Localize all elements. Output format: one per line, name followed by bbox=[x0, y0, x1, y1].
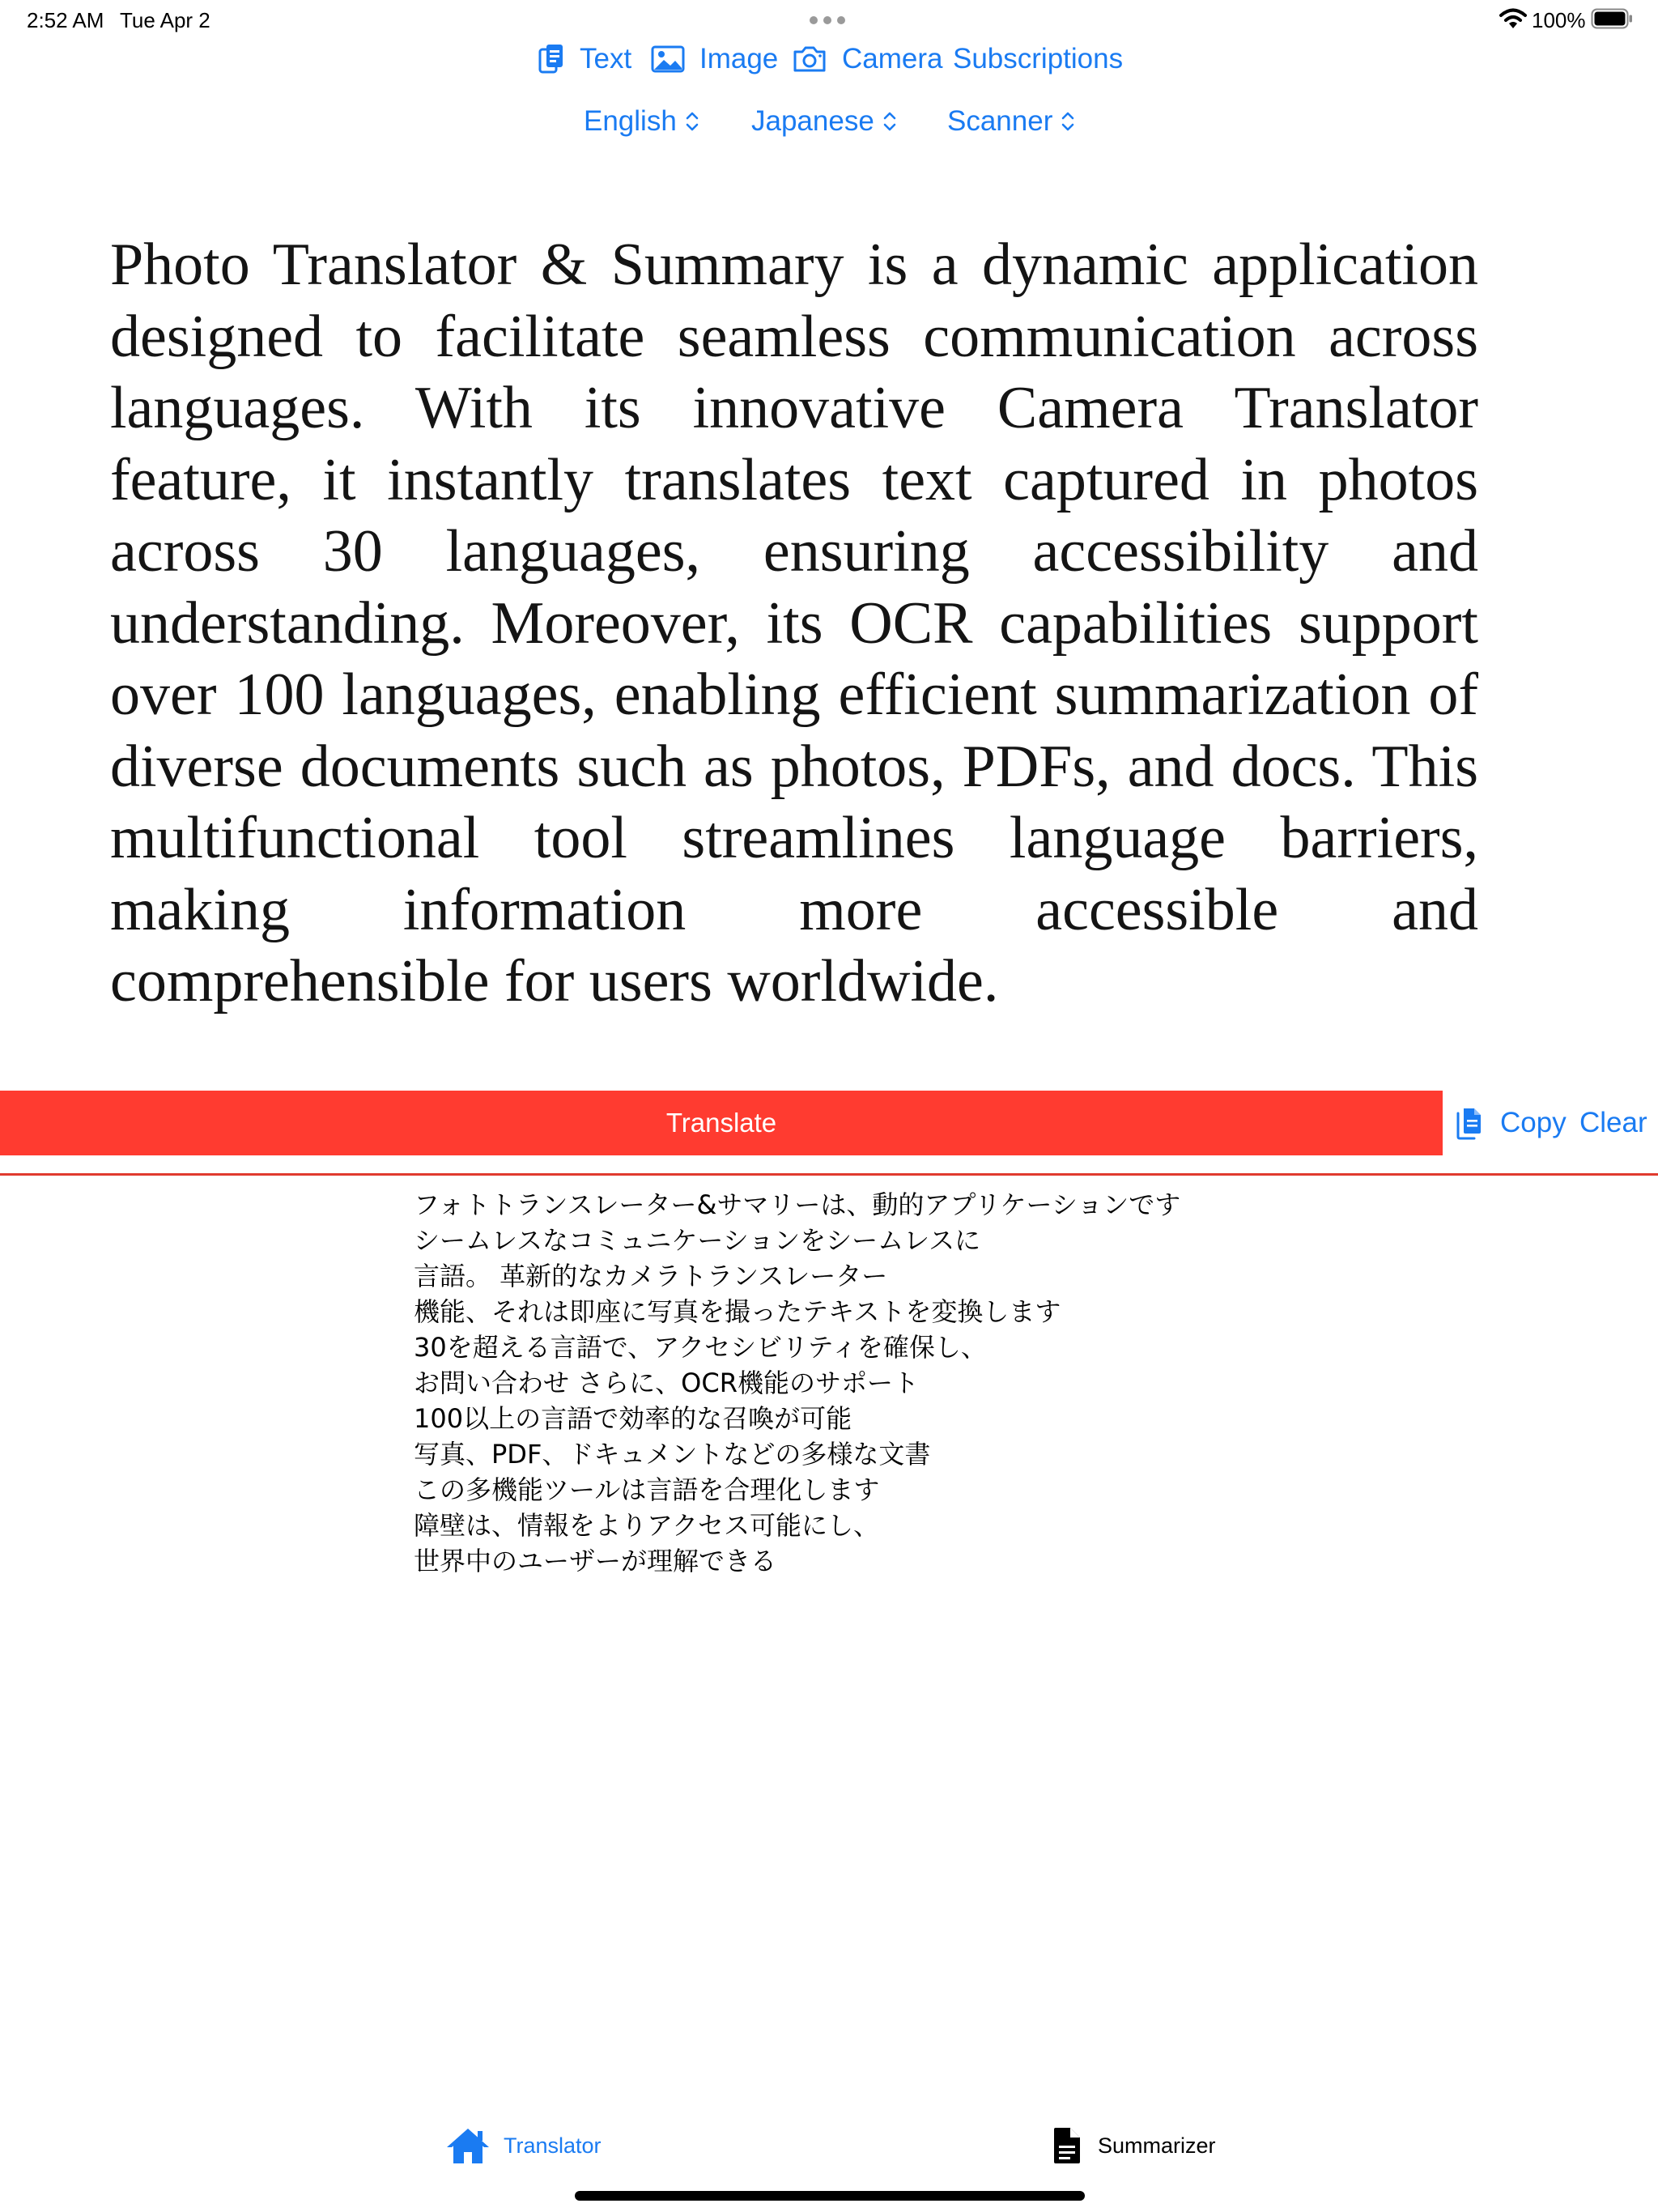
translation-line: 30を超える言語で、アクセシビリティを確保し、 bbox=[414, 1332, 987, 1363]
mode-label: Scanner bbox=[947, 105, 1053, 137]
translation-line: フォトトランスレーター&サマリーは、動的アプリケーションです bbox=[414, 1189, 1181, 1220]
mode-select[interactable] bbox=[947, 100, 1075, 143]
document-icon bbox=[1052, 2126, 1082, 2165]
status-time: 2:52 AM bbox=[27, 8, 104, 32]
text-input-label: Text bbox=[580, 43, 632, 74]
copy-label: Copy bbox=[1500, 1107, 1567, 1138]
target-language-select[interactable] bbox=[751, 100, 897, 143]
photo-icon bbox=[651, 45, 685, 73]
language-selector-row bbox=[0, 100, 1658, 143]
translation-line: 機能、それは即座に写真を撮ったテキストを変換します bbox=[414, 1296, 1061, 1327]
camera-input-button[interactable] bbox=[792, 39, 942, 79]
translation-line: シームレスなコミュニケーションをシームレスに bbox=[414, 1225, 981, 1256]
divider bbox=[0, 1173, 1658, 1176]
image-input-label: Image bbox=[699, 43, 779, 74]
subscriptions-label: Subscriptions bbox=[953, 43, 1124, 74]
copy-button[interactable] bbox=[1455, 1101, 1567, 1145]
image-input-button[interactable] bbox=[651, 39, 778, 79]
chevron-up-down-icon bbox=[882, 110, 897, 133]
translation-line: この多機能ツールは言語を合理化します bbox=[414, 1474, 880, 1505]
subscriptions-button[interactable] bbox=[953, 39, 1123, 79]
translation-line: 言語。 革新的なカメラトランスレーター bbox=[414, 1261, 888, 1291]
top-toolbar bbox=[0, 39, 1658, 79]
source-language-label: English bbox=[584, 105, 677, 137]
status-bar bbox=[0, 0, 1658, 39]
chevron-up-down-icon bbox=[685, 110, 699, 133]
tab-bar bbox=[0, 2105, 1658, 2186]
translation-line: 100以上の言語で効率的な召喚が可能 bbox=[414, 1403, 852, 1434]
translated-text-area[interactable] bbox=[414, 1187, 1180, 1579]
tab-translator[interactable] bbox=[445, 2105, 602, 2186]
tab-summarizer-label: Summarizer bbox=[1098, 2133, 1216, 2158]
battery-percent: 100% bbox=[1532, 8, 1586, 32]
tab-translator-label: Translator bbox=[504, 2133, 602, 2158]
target-language-label: Japanese bbox=[751, 105, 874, 137]
translation-line: 障壁は、情報をよりアクセス可能にし、 bbox=[414, 1510, 880, 1541]
clipboard-doc-icon bbox=[538, 42, 565, 76]
camera-icon bbox=[792, 45, 827, 73]
tab-summarizer[interactable] bbox=[1052, 2105, 1216, 2186]
home-indicator[interactable] bbox=[575, 2191, 1085, 2201]
translation-line: お問い合わせ さらに、OCR機能のサポート bbox=[414, 1368, 919, 1398]
battery-icon bbox=[1591, 8, 1633, 29]
wifi-icon bbox=[1499, 7, 1527, 30]
camera-input-label: Camera bbox=[842, 43, 943, 74]
clear-button[interactable] bbox=[1579, 1101, 1647, 1145]
text-input-button[interactable] bbox=[538, 39, 631, 79]
house-icon bbox=[445, 2126, 491, 2165]
multitasking-dots-icon[interactable] bbox=[810, 16, 845, 24]
translation-line: 世界中のユーザーが理解できる bbox=[414, 1546, 777, 1576]
source-text-area[interactable]: Photo Translator & Summary is a dynamic application designed to facilitate seamless communication across languages. With its innovative Camera Translator feature, it instantly translates text captured in photos across 30 languages, ensuring accessibility and understanding. Moreover, its OCR capabilities support over 100 languages, enabling efficient summarization of diverse documents such as photos, PDFs, and docs. This multifunctional tool streamlines language barriers, making information more accessible and comprehensible for users worldwide. bbox=[110, 232, 1478, 1015]
status-date: Tue Apr 2 bbox=[120, 8, 210, 32]
source-language-select[interactable] bbox=[584, 100, 699, 143]
chevron-up-down-icon bbox=[1061, 110, 1075, 133]
translate-button[interactable]: Translate bbox=[0, 1091, 1443, 1155]
translation-line: 写真、PDF、ドキュメントなどの多様な文書 bbox=[414, 1439, 931, 1470]
clear-label: Clear bbox=[1579, 1107, 1647, 1138]
copy-doc-icon bbox=[1455, 1105, 1484, 1141]
